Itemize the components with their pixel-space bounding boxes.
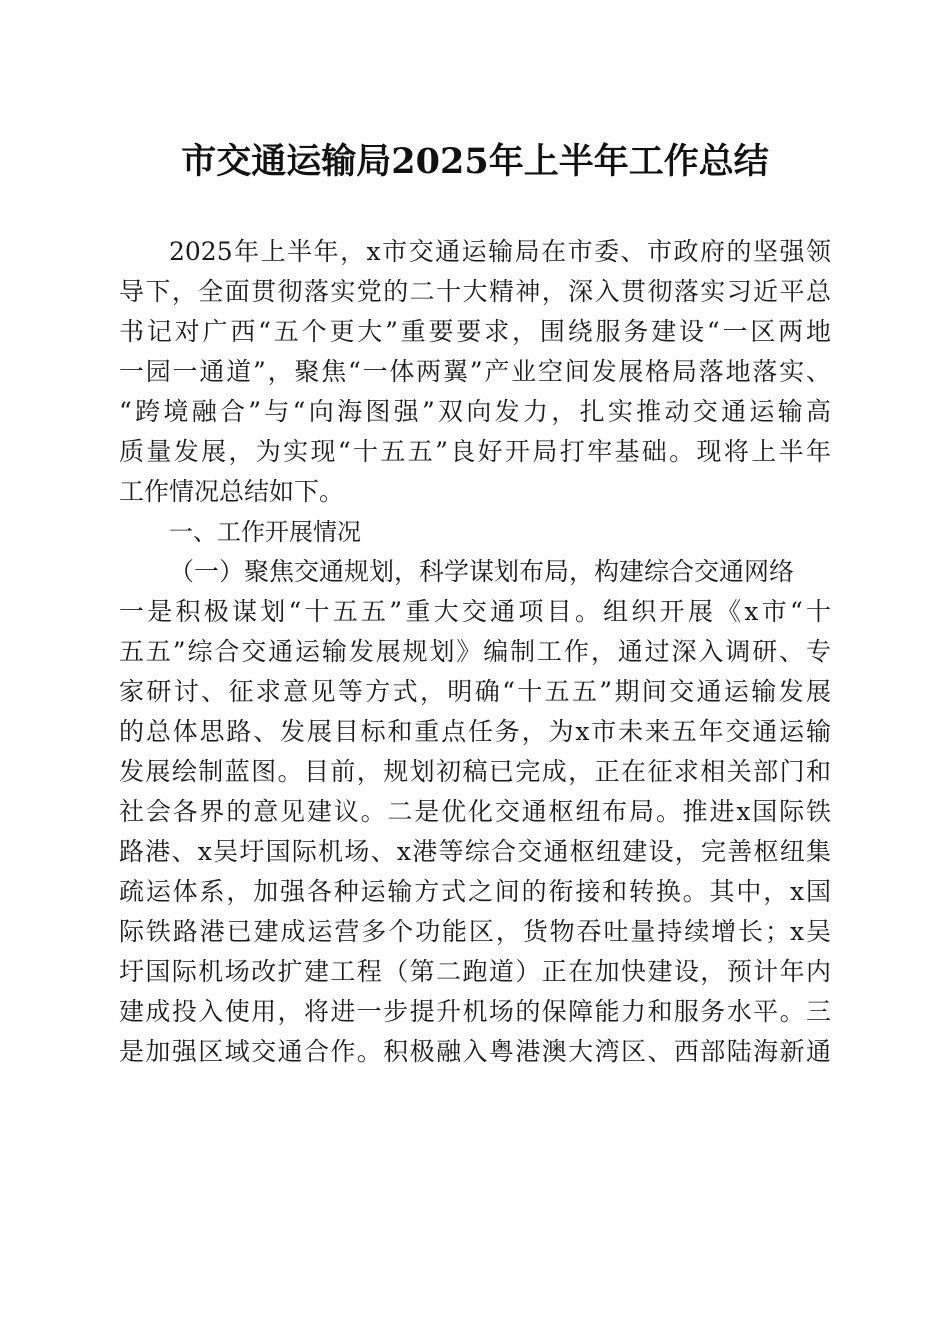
section-line: 五五”综合交通运输发展规划》编制工作，通过深入调研、专: [119, 637, 831, 666]
section-line: 发展绘制蓝图。目前，规划初稿已完成，正在征求相关部门和: [119, 757, 831, 786]
section-line: 建成投入使用，将进一步提升机场的保障能力和服务水平。三: [119, 997, 831, 1026]
section-heading-2: （一）聚焦交通规划，科学谋划布局，构建综合交通网络: [169, 557, 795, 586]
section-line: 圩国际机场改扩建工程（第二跑道）正在加快建设，预计年内: [119, 957, 831, 986]
section-line: 的总体思路、发展目标和重点任务，为x市未来五年交通运输: [119, 717, 831, 746]
document-body: [119, 232, 831, 1072]
document-title: 市交通运输局2025年上半年工作总结: [181, 141, 769, 182]
section-line: 一是积极谋划“十五五”重大交通项目。组织开展《x市“十: [119, 597, 831, 626]
section-line: 疏运体系，加强各种运输方式之间的衔接和转换。其中，x国: [119, 877, 831, 906]
section-line: 是加强区域交通合作。积极融入粤港澳大湾区、西部陆海新通: [119, 1037, 831, 1066]
intro-line: “跨境融合”与“向海图强”双向发力，扎实推动交通运输高: [119, 397, 831, 426]
section-line: 际铁路港已建成运营多个功能区，货物吞吐量持续增长；x吴: [119, 917, 831, 946]
intro-line: 导下，全面贯彻落实党的二十大精神，深入贯彻落实习近平总: [119, 277, 831, 306]
section-heading-1: 一、工作开展情况: [169, 518, 361, 546]
section-line: 家研讨、征求意见等方式，明确“十五五”期间交通运输发展: [119, 677, 831, 706]
section-line: 社会各界的意见建议。二是优化交通枢纽布局。推进x国际铁: [119, 797, 831, 826]
intro-line: 工作情况总结如下。: [119, 477, 345, 506]
intro-line: 书记对广西“五个更大”重要要求，围绕服务建设“一区两地: [119, 317, 831, 346]
section-line: 路港、x吴圩国际机场、x港等综合交通枢纽建设，完善枢纽集: [119, 837, 831, 866]
intro-line: 2025年上半年，x市交通运输局在市委、市政府的坚强领: [169, 237, 831, 266]
intro-line: 一园一通道”，聚焦“一体两翼”产业空间发展格局落地落实、: [119, 357, 831, 386]
intro-line: 质量发展，为实现“十五五”良好开局打牢基础。现将上半年: [119, 437, 831, 466]
